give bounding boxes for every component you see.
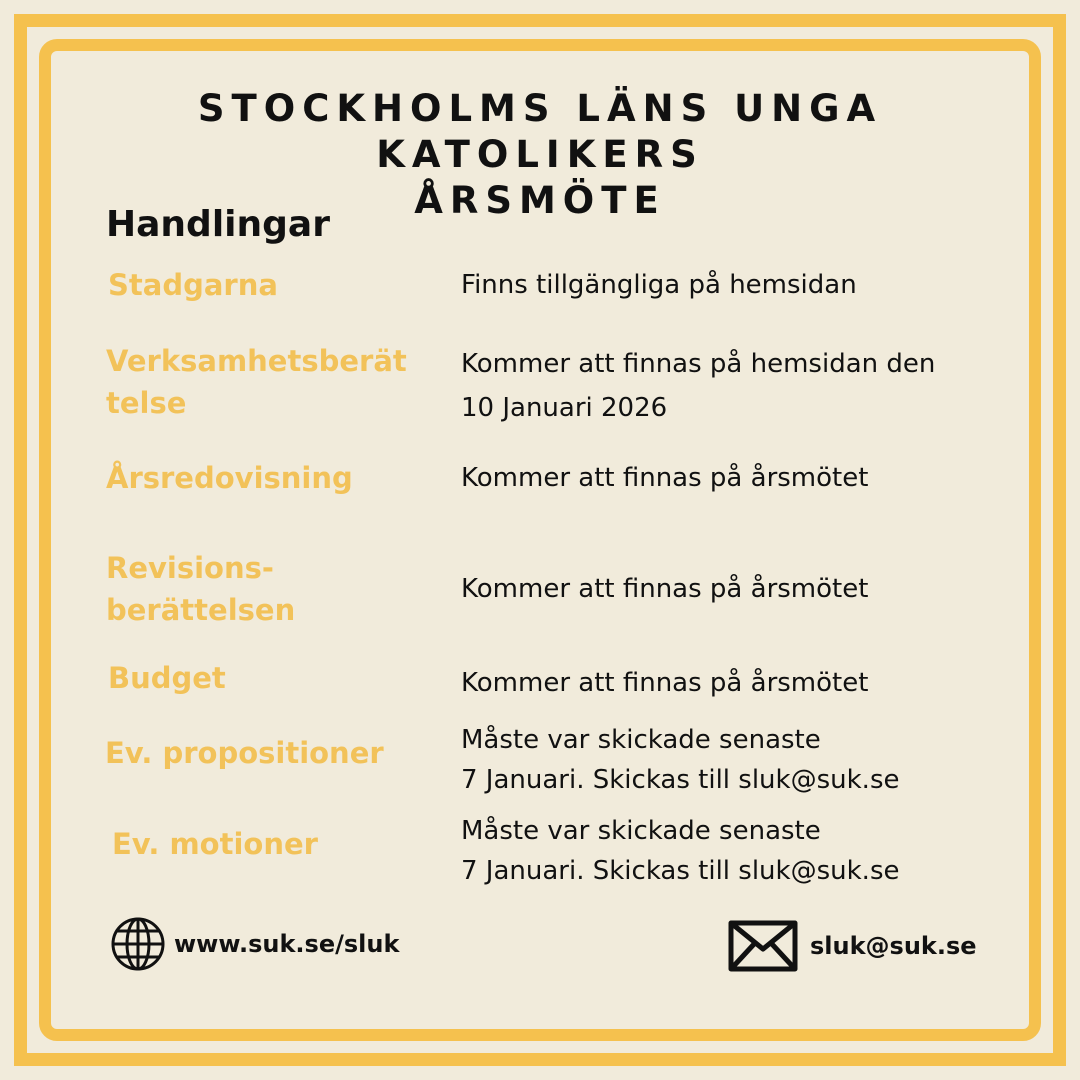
row-label-verksamhetsberattelse: Verksamhetsberät telse	[106, 344, 407, 420]
email-link[interactable]	[728, 920, 977, 972]
row-value-revisionsberattelsen: Kommer att finnas på årsmötet	[461, 574, 869, 604]
email-text: sluk@suk.se	[810, 932, 977, 960]
row-value-budget: Kommer att finnas på årsmötet	[461, 668, 869, 698]
section-heading: Handlingar	[106, 204, 330, 245]
row-value-motioner: Måste var skickade senaste 7 Januari. Skickas till sluk@suk.se	[461, 816, 900, 886]
row-value-arsredovisning: Kommer att finnas på årsmötet	[461, 463, 869, 493]
row-label-stadgarna: Stadgarna	[108, 268, 278, 302]
row-label-propositioner: Ev. propositioner	[105, 736, 384, 770]
row-label-revisionsberattelsen: Revisions- berättelsen	[106, 551, 296, 627]
envelope-icon	[728, 920, 798, 972]
row-label-budget: Budget	[108, 661, 226, 695]
row-label-arsredovisning: Årsredovisning	[106, 461, 353, 495]
title-line-1: STOCKHOLMS LÄNS UNGA KATOLIKERS	[197, 87, 883, 176]
website-link[interactable]	[110, 916, 399, 972]
row-label-motioner: Ev. motioner	[112, 827, 318, 861]
row-value-propositioner: Måste var skickade senaste 7 Januari. Skickas till sluk@suk.se	[461, 725, 900, 795]
row-value-stadgarna: Finns tillgängliga på hemsidan	[461, 270, 857, 300]
title-line-2: ÅRSMÖTE	[414, 179, 666, 222]
globe-icon	[110, 916, 166, 972]
website-text: www.suk.se/sluk	[174, 930, 400, 958]
row-value-verksamhetsberattelse: Kommer att finnas på hemsidan den 10 Januari 2026	[461, 349, 936, 423]
